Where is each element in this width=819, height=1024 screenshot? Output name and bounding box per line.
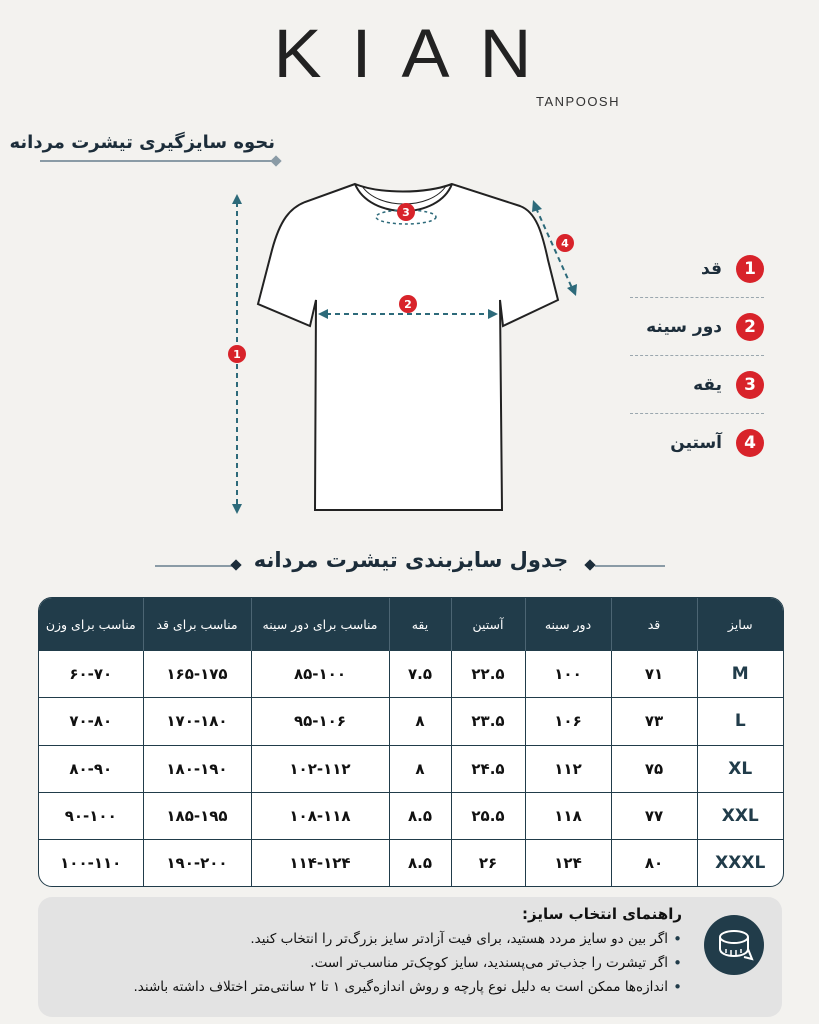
table-header-row: [39, 598, 783, 651]
number-badge: 3: [736, 371, 764, 399]
header-cell: یقه: [389, 598, 451, 651]
table-title-wrap: [230, 548, 592, 572]
marker-1: [228, 345, 246, 363]
size-cell: XXL: [697, 792, 783, 839]
table-cell: ۱۰۲-۱۱۲: [251, 745, 389, 792]
header-cell: آستین: [451, 598, 525, 651]
title-divider-right: [595, 565, 665, 567]
header-cell: قد: [611, 598, 697, 651]
number-badge: 2: [736, 313, 764, 341]
table-cell: ۲۵.۵: [451, 792, 525, 839]
size-cell: L: [697, 698, 783, 745]
table-cell: ۸۰: [611, 840, 697, 886]
table-cell: ۷۱: [611, 651, 697, 698]
measurement-legend: [630, 240, 764, 472]
svg-text:3: 3: [402, 206, 410, 219]
brand-sub: TANPOOSH: [536, 94, 620, 109]
legend-item: [630, 298, 764, 356]
tshirt-diagram: [220, 180, 600, 520]
measuring-tape-icon: [704, 915, 764, 975]
table-cell: ۸: [389, 745, 451, 792]
table-cell: ۱۱۸: [525, 792, 611, 839]
table-cell: ۲۶: [451, 840, 525, 886]
table-cell: ۸۰-۹۰: [39, 745, 143, 792]
table-cell: ۸.۵: [389, 792, 451, 839]
svg-text:2: 2: [404, 298, 412, 311]
header-cell: سایز: [697, 598, 783, 651]
table-cell: ۶۰-۷۰: [39, 651, 143, 698]
header-cell: مناسب برای قد: [143, 598, 251, 651]
guide-item: • اندازه‌ها ممکن است به دلیل نوع پارچه و روش اندازه‌گیری ۱ تا ۲ سانتی‌متر اختلاف داشته باشند.: [52, 975, 682, 999]
table-cell: ۱۲۴: [525, 840, 611, 886]
legend-item: [630, 356, 764, 414]
table-cell: ۷۵: [611, 745, 697, 792]
legend-label: قد: [701, 259, 722, 279]
table-cell: ۷۰-۸۰: [39, 698, 143, 745]
marker-2: [399, 295, 417, 313]
table-cell: ۲۳.۵: [451, 698, 525, 745]
table-cell: ۱۰۶: [525, 698, 611, 745]
title-divider-left: [155, 565, 233, 567]
how-to-underline: [40, 160, 276, 162]
legend-label: آستین: [670, 433, 722, 453]
table-cell: ۸.۵: [389, 840, 451, 886]
marker-3: [397, 203, 415, 221]
table-row: [39, 792, 783, 839]
table-cell: ۹۰-۱۰۰: [39, 792, 143, 839]
size-table: [38, 597, 784, 887]
table-row: [39, 745, 783, 792]
guide-item: • اگر تیشرت را جذب‌تر می‌پسندید، سایز کوچک‌تر مناسب‌تر است.: [52, 951, 682, 975]
table-cell: ۲۴.۵: [451, 745, 525, 792]
header-cell: مناسب برای وزن: [39, 598, 143, 651]
table-cell: ۱۷۰-۱۸۰: [143, 698, 251, 745]
size-cell: XL: [697, 745, 783, 792]
number-badge: 4: [736, 429, 764, 457]
number-badge: 1: [736, 255, 764, 283]
svg-text:1: 1: [233, 348, 241, 361]
table-cell: ۱۱۲: [525, 745, 611, 792]
legend-item: [630, 414, 764, 472]
guide-text: [52, 905, 682, 999]
table-cell: ۱۰۰-۱۱۰: [39, 840, 143, 886]
table-cell: ۱۶۵-۱۷۵: [143, 651, 251, 698]
table-cell: ۸: [389, 698, 451, 745]
brand-name: KIAN: [273, 16, 562, 92]
table-cell: ۱۸۵-۱۹۵: [143, 792, 251, 839]
table-row: [39, 698, 783, 745]
table-cell: ۱۱۴-۱۲۴: [251, 840, 389, 886]
table-cell: ۱۰۸-۱۱۸: [251, 792, 389, 839]
header-cell: مناسب برای دور سینه: [251, 598, 389, 651]
table-row: [39, 651, 783, 698]
size-guide-box: [38, 897, 782, 1017]
svg-text:4: 4: [561, 237, 569, 250]
legend-item: [630, 240, 764, 298]
size-cell: M: [697, 651, 783, 698]
table-cell: ۱۰۰: [525, 651, 611, 698]
size-cell: XXXL: [697, 840, 783, 886]
legend-label: دور سینه: [646, 317, 722, 337]
table-cell: ۷.۵: [389, 651, 451, 698]
header-cell: دور سینه: [525, 598, 611, 651]
table-cell: ۷۳: [611, 698, 697, 745]
table-row: [39, 840, 783, 886]
legend-label: یقه: [693, 375, 722, 395]
brand-logo: [215, 14, 620, 109]
table-cell: ۲۲.۵: [451, 651, 525, 698]
tshirt-outline: [258, 184, 558, 510]
marker-4: [556, 234, 574, 252]
table-cell: ۸۵-۱۰۰: [251, 651, 389, 698]
how-to-title: نحوه سایزگیری تیشرت مردانه: [9, 132, 275, 153]
guide-title: راهنمای انتخاب سایز:: [522, 905, 682, 923]
guide-item: • اگر بین دو سایز مردد هستید، برای فیت آزادتر سایز بزرگ‌تر را انتخاب کنید.: [52, 927, 682, 951]
table-cell: ۹۵-۱۰۶: [251, 698, 389, 745]
table-title: جدول سایزبندی تیشرت مردانه: [253, 548, 569, 572]
table-cell: ۱۸۰-۱۹۰: [143, 745, 251, 792]
table-cell: ۷۷: [611, 792, 697, 839]
table-cell: ۱۹۰-۲۰۰: [143, 840, 251, 886]
